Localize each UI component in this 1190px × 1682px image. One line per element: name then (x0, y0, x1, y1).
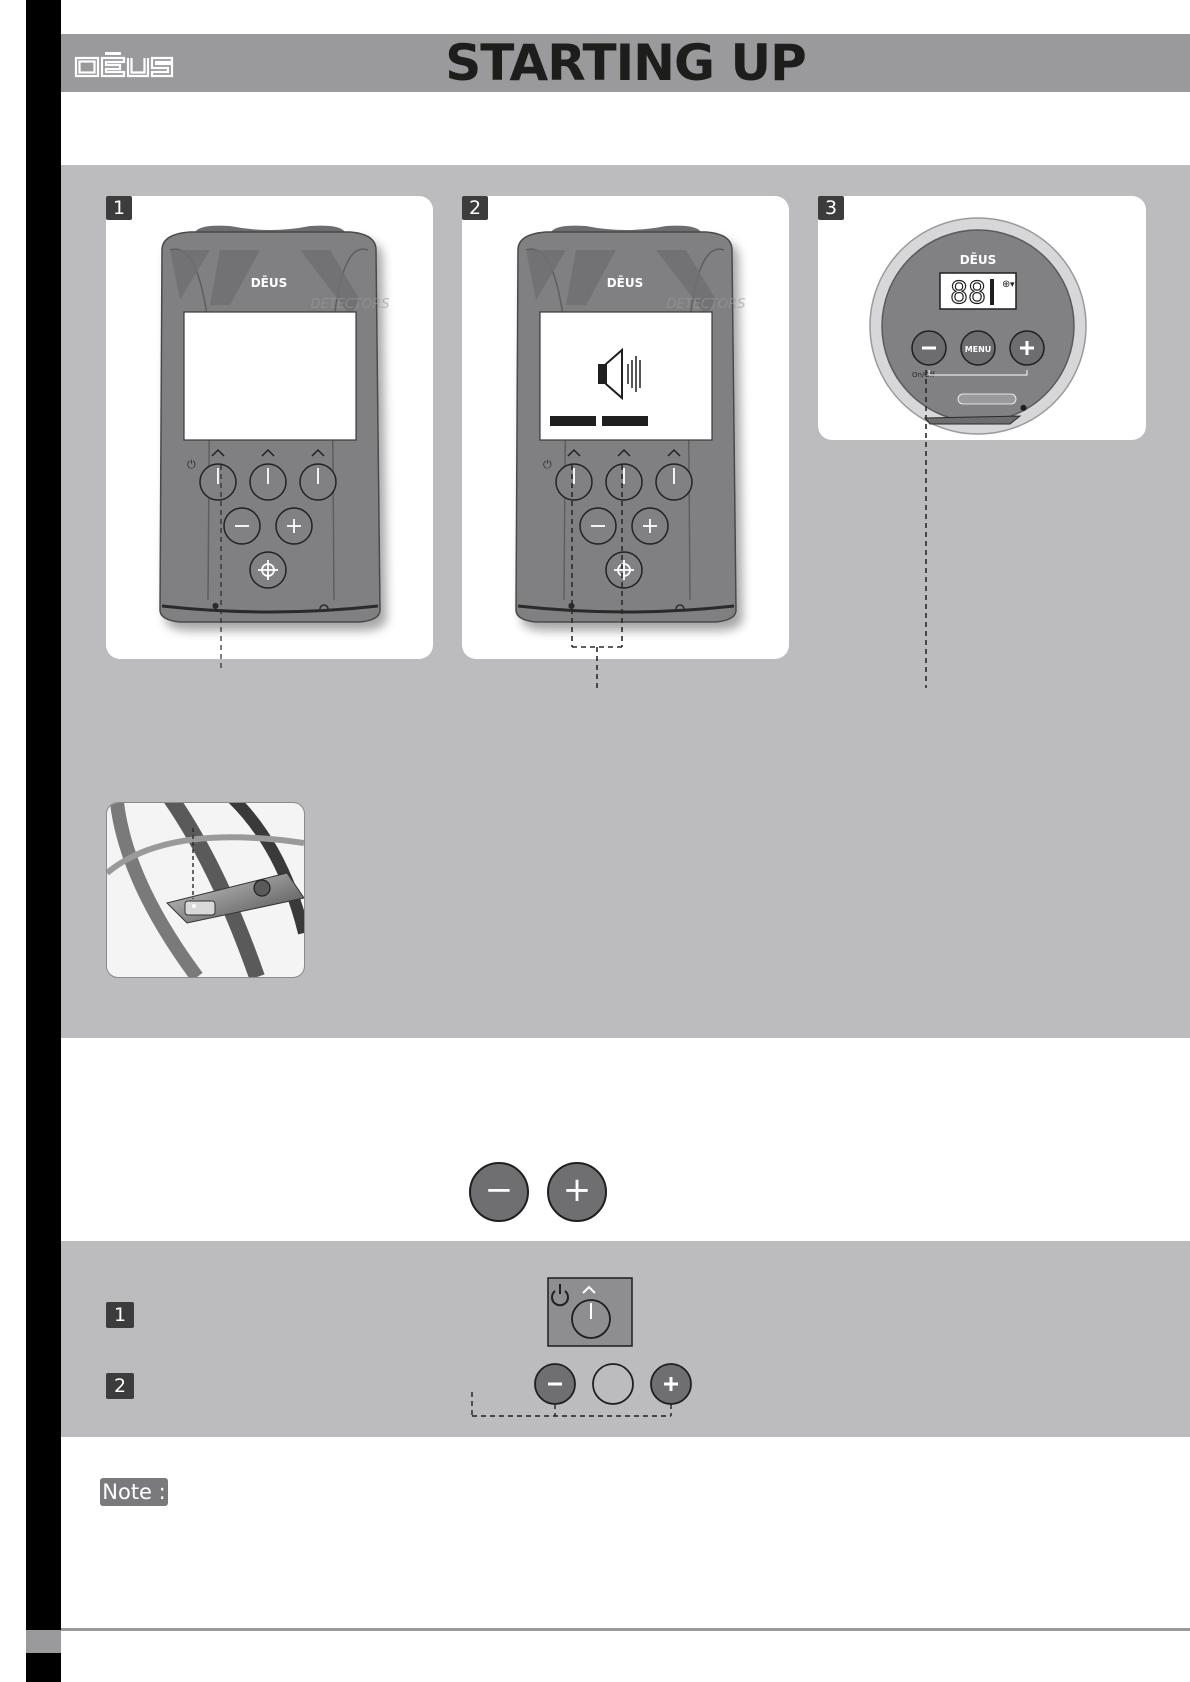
svg-text:⊕: ⊕ (1002, 279, 1011, 290)
step-badge-1: 1 (106, 196, 132, 220)
coil-photo (106, 802, 305, 978)
page-side-bar-marker (26, 1630, 61, 1653)
leader-line-3 (925, 370, 929, 688)
svg-text:⏻: ⏻ (187, 458, 196, 471)
leader-line-1 (220, 465, 224, 670)
svg-text:On/Off: On/Off (912, 371, 935, 379)
svg-text:DETECTORS: DETECTORS (666, 297, 746, 312)
page-title: STARTING UP (445, 34, 806, 92)
deus-logo (74, 52, 174, 80)
note-label: Note : (100, 1478, 168, 1506)
screen (184, 312, 356, 440)
svg-text:●: ● (1020, 403, 1027, 412)
remote-control-1 (150, 220, 390, 640)
coil-display-unit (870, 220, 1090, 435)
svg-text:88: 88 (949, 276, 987, 311)
step-badge-3: 3 (818, 196, 844, 220)
volume-minus-button[interactable]: − (484, 1170, 514, 1210)
bottom-rule (61, 1628, 1190, 1631)
step-badge-2: 2 (462, 196, 488, 220)
svg-text:DĒUS: DĒUS (606, 276, 644, 290)
combo-buttons-illustration (470, 1362, 700, 1418)
volume-plus-button[interactable]: + (562, 1170, 592, 1210)
svg-text:●: ● (568, 601, 575, 610)
svg-text:⏻: ⏻ (543, 458, 552, 471)
svg-text:MENU: MENU (964, 345, 992, 354)
svg-text:DĒUS: DĒUS (959, 253, 997, 267)
svg-text:DĒUS: DĒUS (250, 276, 288, 290)
power-button-illustration (547, 1277, 633, 1347)
procedure-badge-1: 1 (106, 1302, 134, 1328)
svg-text:●: ● (212, 601, 219, 610)
procedure-badge-2: 2 (106, 1373, 134, 1399)
page-side-bar (26, 0, 61, 1682)
svg-text:▾: ▾ (1010, 280, 1015, 290)
leader-bracket-2 (570, 465, 630, 690)
svg-text:DETECTORS: DETECTORS (310, 297, 390, 312)
